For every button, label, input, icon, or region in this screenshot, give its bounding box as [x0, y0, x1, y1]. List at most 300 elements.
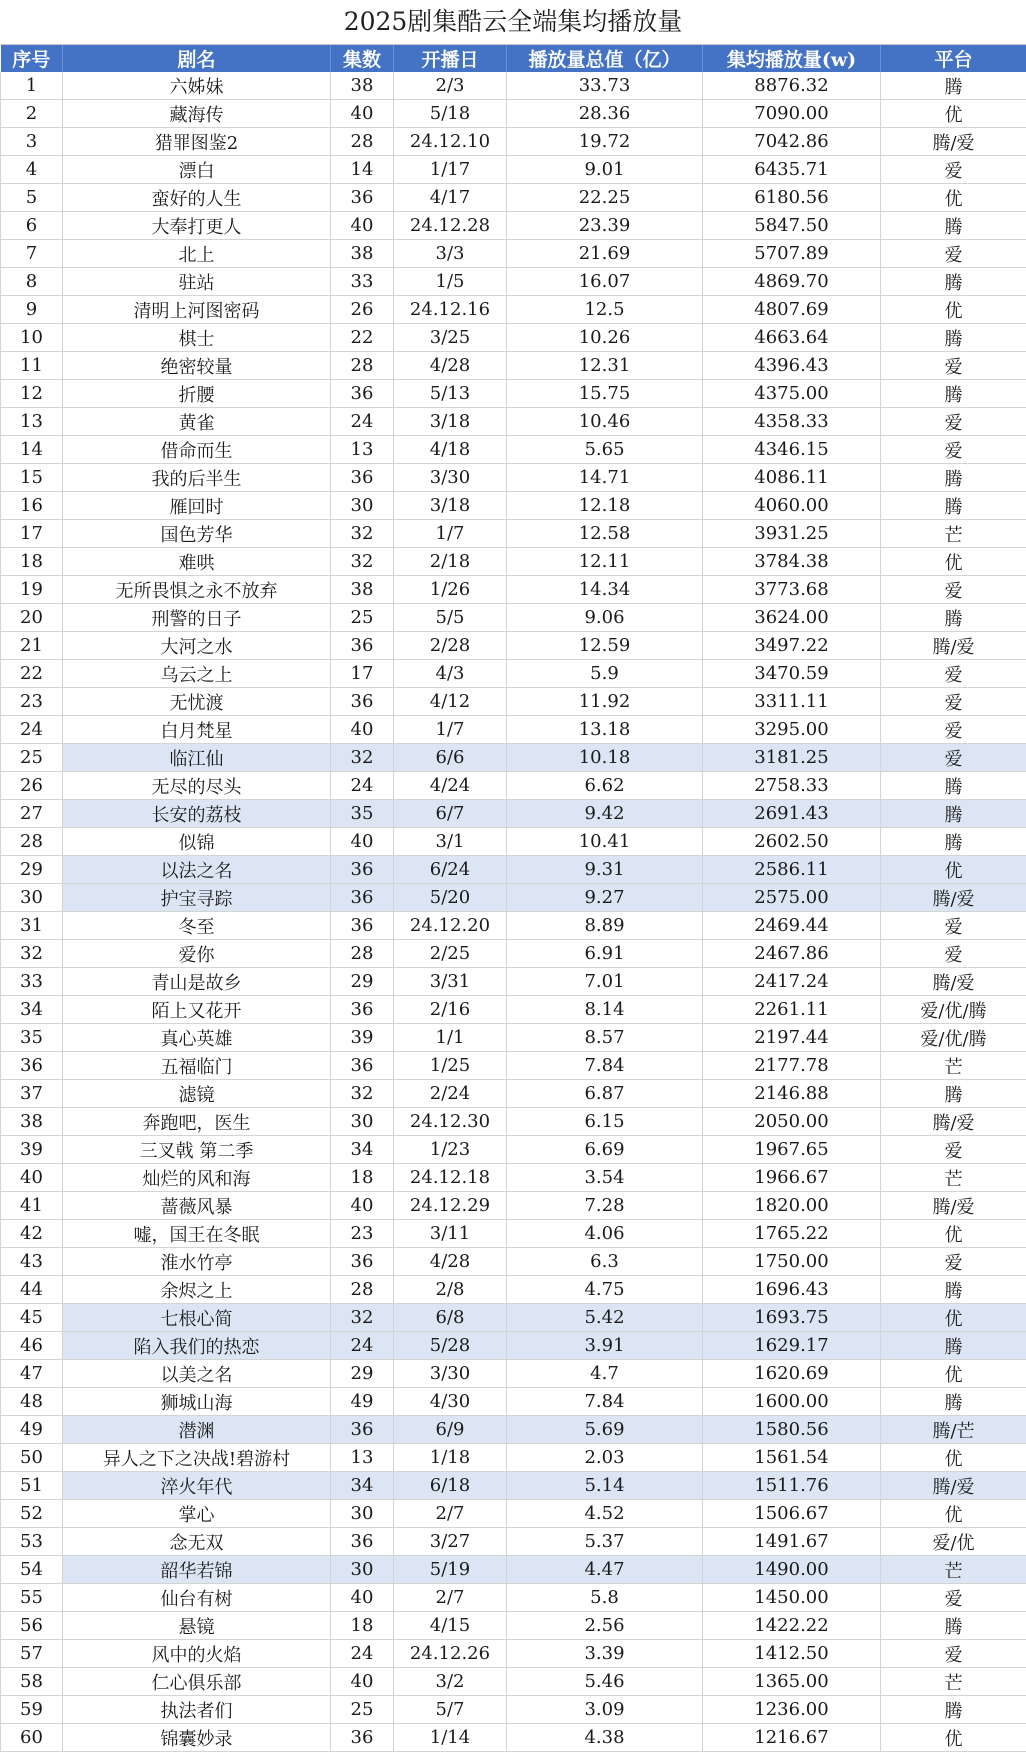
cell-title: 藏海传	[63, 100, 331, 128]
cell-premiere-date: 3/30	[394, 464, 507, 492]
cell-platform: 爱	[881, 688, 1026, 716]
cell-avg-views: 6180.56	[703, 184, 881, 212]
cell-title: 三叉戟 第二季	[63, 1136, 331, 1164]
cell-premiere-date: 2/28	[394, 632, 507, 660]
cell-title: 狮城山海	[63, 1388, 331, 1416]
cell-premiere-date: 5/28	[394, 1332, 507, 1360]
cell-total-views: 21.69	[507, 240, 703, 268]
table-row	[1, 548, 1026, 576]
cell-episodes: 26	[331, 296, 394, 324]
header-platform: 平台	[881, 45, 1026, 72]
cell-total-views: 9.31	[507, 856, 703, 884]
cell-avg-views: 1600.00	[703, 1388, 881, 1416]
cell-episodes: 36	[331, 1052, 394, 1080]
cell-episodes: 36	[331, 380, 394, 408]
cell-premiere-date: 3/3	[394, 240, 507, 268]
cell-title: 漂白	[63, 156, 331, 184]
table-row	[1, 72, 1026, 100]
cell-rank: 18	[1, 548, 63, 576]
cell-episodes: 36	[331, 1528, 394, 1556]
cell-total-views: 8.57	[507, 1024, 703, 1052]
cell-episodes: 49	[331, 1388, 394, 1416]
cell-episodes: 13	[331, 1444, 394, 1472]
cell-episodes: 40	[331, 212, 394, 240]
cell-platform: 腾/芒	[881, 1416, 1026, 1444]
cell-total-views: 9.27	[507, 884, 703, 912]
cell-total-views: 2.03	[507, 1444, 703, 1472]
table-row	[1, 520, 1026, 548]
cell-platform: 爱	[881, 912, 1026, 940]
cell-premiere-date: 4/28	[394, 352, 507, 380]
cell-title: 大奉打更人	[63, 212, 331, 240]
cell-title: 棋士	[63, 324, 331, 352]
cell-platform: 腾	[881, 1388, 1026, 1416]
cell-platform: 爱	[881, 1584, 1026, 1612]
cell-rank: 5	[1, 184, 63, 212]
cell-platform: 腾/爱	[881, 968, 1026, 996]
cell-title: 以法之名	[63, 856, 331, 884]
cell-premiere-date: 5/20	[394, 884, 507, 912]
cell-premiere-date: 2/7	[394, 1584, 507, 1612]
cell-title: 淬火年代	[63, 1472, 331, 1500]
table-row	[1, 1136, 1026, 1164]
cell-rank: 32	[1, 940, 63, 968]
cell-total-views: 6.62	[507, 772, 703, 800]
cell-total-views: 5.37	[507, 1528, 703, 1556]
cell-avg-views: 2177.78	[703, 1052, 881, 1080]
cell-premiere-date: 3/25	[394, 324, 507, 352]
cell-platform: 腾	[881, 800, 1026, 828]
cell-episodes: 40	[331, 716, 394, 744]
cell-title: 护宝寻踪	[63, 884, 331, 912]
cell-avg-views: 1696.43	[703, 1276, 881, 1304]
cell-premiere-date: 24.12.28	[394, 212, 507, 240]
cell-rank: 55	[1, 1584, 63, 1612]
cell-platform: 爱/优/腾	[881, 1024, 1026, 1052]
table-title: 2025剧集酷云全端集均播放量	[0, 0, 1026, 45]
table-row	[1, 1556, 1026, 1584]
cell-rank: 53	[1, 1528, 63, 1556]
cell-episodes: 30	[331, 1108, 394, 1136]
cell-premiere-date: 4/30	[394, 1388, 507, 1416]
cell-avg-views: 8876.32	[703, 72, 881, 100]
cell-rank: 24	[1, 716, 63, 744]
cell-platform: 腾	[881, 772, 1026, 800]
cell-title: 六姊妹	[63, 72, 331, 100]
cell-avg-views: 1561.54	[703, 1444, 881, 1472]
cell-rank: 42	[1, 1220, 63, 1248]
cell-premiere-date: 1/17	[394, 156, 507, 184]
cell-platform: 优	[881, 1724, 1026, 1752]
cell-rank: 30	[1, 884, 63, 912]
cell-platform: 优	[881, 856, 1026, 884]
cell-total-views: 5.69	[507, 1416, 703, 1444]
cell-rank: 45	[1, 1304, 63, 1332]
table-row	[1, 1388, 1026, 1416]
table-row	[1, 1444, 1026, 1472]
cell-avg-views: 1967.65	[703, 1136, 881, 1164]
cell-total-views: 8.14	[507, 996, 703, 1024]
cell-avg-views: 2691.43	[703, 800, 881, 828]
cell-avg-views: 4060.00	[703, 492, 881, 520]
cell-rank: 23	[1, 688, 63, 716]
cell-title: 悬镜	[63, 1612, 331, 1640]
cell-avg-views: 3295.00	[703, 716, 881, 744]
cell-total-views: 10.18	[507, 744, 703, 772]
cell-total-views: 14.71	[507, 464, 703, 492]
header-premiere-date: 开播日	[394, 45, 507, 72]
cell-rank: 26	[1, 772, 63, 800]
cell-episodes: 40	[331, 1192, 394, 1220]
cell-platform: 腾	[881, 324, 1026, 352]
cell-rank: 29	[1, 856, 63, 884]
cell-episodes: 14	[331, 156, 394, 184]
cell-episodes: 23	[331, 1220, 394, 1248]
cell-rank: 3	[1, 128, 63, 156]
cell-premiere-date: 24.12.20	[394, 912, 507, 940]
table-row	[1, 1696, 1026, 1724]
table-row	[1, 352, 1026, 380]
table-row	[1, 1024, 1026, 1052]
cell-title: 潜渊	[63, 1416, 331, 1444]
cell-avg-views: 4086.11	[703, 464, 881, 492]
cell-rank: 9	[1, 296, 63, 324]
cell-episodes: 17	[331, 660, 394, 688]
cell-rank: 10	[1, 324, 63, 352]
cell-title: 乌云之上	[63, 660, 331, 688]
cell-title: 我的后半生	[63, 464, 331, 492]
cell-premiere-date: 1/7	[394, 520, 507, 548]
table-row	[1, 1192, 1026, 1220]
cell-avg-views: 2050.00	[703, 1108, 881, 1136]
cell-premiere-date: 6/9	[394, 1416, 507, 1444]
cell-total-views: 4.52	[507, 1500, 703, 1528]
cell-premiere-date: 24.12.26	[394, 1640, 507, 1668]
cell-episodes: 36	[331, 632, 394, 660]
cell-platform: 优	[881, 1220, 1026, 1248]
cell-avg-views: 1693.75	[703, 1304, 881, 1332]
cell-rank: 52	[1, 1500, 63, 1528]
cell-episodes: 32	[331, 1304, 394, 1332]
cell-total-views: 5.9	[507, 660, 703, 688]
cell-episodes: 18	[331, 1164, 394, 1192]
cell-total-views: 10.46	[507, 408, 703, 436]
cell-title: 清明上河图密码	[63, 296, 331, 324]
table-row	[1, 1640, 1026, 1668]
cell-episodes: 22	[331, 324, 394, 352]
cell-avg-views: 1580.56	[703, 1416, 881, 1444]
table-row	[1, 296, 1026, 324]
cell-platform: 腾	[881, 828, 1026, 856]
cell-episodes: 25	[331, 604, 394, 632]
cell-premiere-date: 1/1	[394, 1024, 507, 1052]
cell-title: 绝密较量	[63, 352, 331, 380]
cell-title: 奔跑吧，医生	[63, 1108, 331, 1136]
cell-title: 余烬之上	[63, 1276, 331, 1304]
cell-rank: 49	[1, 1416, 63, 1444]
cell-title: 陷入我们的热恋	[63, 1332, 331, 1360]
cell-avg-views: 4346.15	[703, 436, 881, 464]
cell-title: 蔷薇风暴	[63, 1192, 331, 1220]
cell-avg-views: 1365.00	[703, 1668, 881, 1696]
cell-premiere-date: 24.12.29	[394, 1192, 507, 1220]
cell-title: 无所畏惧之永不放弃	[63, 576, 331, 604]
cell-total-views: 3.09	[507, 1696, 703, 1724]
cell-episodes: 32	[331, 520, 394, 548]
cell-total-views: 7.84	[507, 1052, 703, 1080]
cell-episodes: 40	[331, 1668, 394, 1696]
cell-platform: 优	[881, 296, 1026, 324]
cell-platform: 优	[881, 1500, 1026, 1528]
cell-rank: 39	[1, 1136, 63, 1164]
cell-avg-views: 1450.00	[703, 1584, 881, 1612]
cell-total-views: 28.36	[507, 100, 703, 128]
table-row	[1, 968, 1026, 996]
cell-avg-views: 4375.00	[703, 380, 881, 408]
cell-episodes: 32	[331, 1080, 394, 1108]
cell-premiere-date: 4/12	[394, 688, 507, 716]
ranking-table	[0, 45, 1026, 1752]
cell-avg-views: 1490.00	[703, 1556, 881, 1584]
cell-rank: 12	[1, 380, 63, 408]
table-row	[1, 856, 1026, 884]
cell-episodes: 29	[331, 1360, 394, 1388]
cell-premiere-date: 3/2	[394, 1668, 507, 1696]
cell-rank: 48	[1, 1388, 63, 1416]
cell-title: 异人之下之决战!碧游村	[63, 1444, 331, 1472]
cell-rank: 44	[1, 1276, 63, 1304]
cell-platform: 爱	[881, 660, 1026, 688]
cell-premiere-date: 4/24	[394, 772, 507, 800]
cell-total-views: 12.58	[507, 520, 703, 548]
cell-episodes: 28	[331, 352, 394, 380]
cell-episodes: 40	[331, 828, 394, 856]
cell-platform: 优	[881, 1304, 1026, 1332]
cell-avg-views: 7090.00	[703, 100, 881, 128]
cell-platform: 优	[881, 100, 1026, 128]
cell-premiere-date: 2/3	[394, 72, 507, 100]
table-row	[1, 1164, 1026, 1192]
cell-avg-views: 5847.50	[703, 212, 881, 240]
cell-total-views: 14.34	[507, 576, 703, 604]
cell-platform: 腾/爱	[881, 632, 1026, 660]
table-row	[1, 1360, 1026, 1388]
cell-episodes: 28	[331, 940, 394, 968]
cell-title: 七根心简	[63, 1304, 331, 1332]
cell-total-views: 12.18	[507, 492, 703, 520]
cell-episodes: 32	[331, 548, 394, 576]
cell-rank: 35	[1, 1024, 63, 1052]
cell-premiere-date: 5/18	[394, 100, 507, 128]
cell-title: 刑警的日子	[63, 604, 331, 632]
cell-title: 白月梵星	[63, 716, 331, 744]
cell-rank: 15	[1, 464, 63, 492]
cell-premiere-date: 6/7	[394, 800, 507, 828]
cell-rank: 1	[1, 72, 63, 100]
table-row	[1, 156, 1026, 184]
cell-premiere-date: 2/7	[394, 1500, 507, 1528]
table-row	[1, 1416, 1026, 1444]
cell-premiere-date: 3/18	[394, 408, 507, 436]
cell-avg-views: 2586.11	[703, 856, 881, 884]
cell-avg-views: 1506.67	[703, 1500, 881, 1528]
header-total-views: 播放量总值（亿）	[507, 45, 703, 72]
cell-rank: 46	[1, 1332, 63, 1360]
cell-platform: 芒	[881, 1668, 1026, 1696]
cell-episodes: 36	[331, 1724, 394, 1752]
cell-avg-views: 4396.43	[703, 352, 881, 380]
cell-avg-views: 3624.00	[703, 604, 881, 632]
cell-total-views: 7.84	[507, 1388, 703, 1416]
cell-premiere-date: 6/8	[394, 1304, 507, 1332]
table-row	[1, 1108, 1026, 1136]
cell-platform: 腾	[881, 492, 1026, 520]
cell-premiere-date: 1/23	[394, 1136, 507, 1164]
cell-avg-views: 4807.69	[703, 296, 881, 324]
cell-platform: 爱	[881, 744, 1026, 772]
cell-total-views: 4.06	[507, 1220, 703, 1248]
cell-avg-views: 1511.76	[703, 1472, 881, 1500]
cell-episodes: 36	[331, 688, 394, 716]
cell-rank: 38	[1, 1108, 63, 1136]
table-row	[1, 1332, 1026, 1360]
cell-avg-views: 1236.00	[703, 1696, 881, 1724]
cell-total-views: 23.39	[507, 212, 703, 240]
cell-rank: 59	[1, 1696, 63, 1724]
cell-avg-views: 2197.44	[703, 1024, 881, 1052]
cell-platform: 腾	[881, 268, 1026, 296]
cell-avg-views: 2602.50	[703, 828, 881, 856]
cell-rank: 40	[1, 1164, 63, 1192]
cell-total-views: 5.46	[507, 1668, 703, 1696]
cell-total-views: 4.7	[507, 1360, 703, 1388]
cell-rank: 13	[1, 408, 63, 436]
table-row	[1, 1584, 1026, 1612]
cell-title: 锦囊妙录	[63, 1724, 331, 1752]
cell-avg-views: 1629.17	[703, 1332, 881, 1360]
table-row	[1, 1500, 1026, 1528]
table-row	[1, 912, 1026, 940]
cell-platform: 芒	[881, 1556, 1026, 1584]
table-row	[1, 884, 1026, 912]
cell-premiere-date: 1/5	[394, 268, 507, 296]
cell-rank: 27	[1, 800, 63, 828]
cell-title: 掌心	[63, 1500, 331, 1528]
cell-rank: 21	[1, 632, 63, 660]
cell-episodes: 36	[331, 996, 394, 1024]
cell-avg-views: 4358.33	[703, 408, 881, 436]
cell-premiere-date: 6/24	[394, 856, 507, 884]
cell-avg-views: 5707.89	[703, 240, 881, 268]
cell-episodes: 34	[331, 1136, 394, 1164]
cell-total-views: 15.75	[507, 380, 703, 408]
cell-total-views: 12.11	[507, 548, 703, 576]
cell-title: 无忧渡	[63, 688, 331, 716]
cell-platform: 腾/爱	[881, 1192, 1026, 1220]
cell-avg-views: 1422.22	[703, 1612, 881, 1640]
cell-platform: 爱	[881, 1640, 1026, 1668]
cell-title: 风中的火焰	[63, 1640, 331, 1668]
cell-total-views: 3.54	[507, 1164, 703, 1192]
cell-title: 念无双	[63, 1528, 331, 1556]
table-row	[1, 800, 1026, 828]
cell-total-views: 6.69	[507, 1136, 703, 1164]
cell-total-views: 13.18	[507, 716, 703, 744]
cell-premiere-date: 4/18	[394, 436, 507, 464]
cell-premiere-date: 1/14	[394, 1724, 507, 1752]
cell-total-views: 11.92	[507, 688, 703, 716]
cell-episodes: 35	[331, 800, 394, 828]
cell-avg-views: 3931.25	[703, 520, 881, 548]
cell-total-views: 6.87	[507, 1080, 703, 1108]
cell-total-views: 9.01	[507, 156, 703, 184]
cell-premiere-date: 4/15	[394, 1612, 507, 1640]
cell-total-views: 8.89	[507, 912, 703, 940]
cell-title: 执法者们	[63, 1696, 331, 1724]
cell-rank: 51	[1, 1472, 63, 1500]
cell-avg-views: 1412.50	[703, 1640, 881, 1668]
table-row	[1, 1528, 1026, 1556]
cell-premiere-date: 24.12.18	[394, 1164, 507, 1192]
cell-rank: 33	[1, 968, 63, 996]
cell-episodes: 34	[331, 1472, 394, 1500]
cell-total-views: 10.41	[507, 828, 703, 856]
cell-rank: 14	[1, 436, 63, 464]
table-row	[1, 1472, 1026, 1500]
cell-avg-views: 2417.24	[703, 968, 881, 996]
cell-premiere-date: 4/28	[394, 1248, 507, 1276]
cell-premiere-date: 3/18	[394, 492, 507, 520]
cell-platform: 腾/爱	[881, 1472, 1026, 1500]
table-row	[1, 1724, 1026, 1752]
cell-avg-views: 4663.64	[703, 324, 881, 352]
table-row	[1, 184, 1026, 212]
table-row	[1, 940, 1026, 968]
cell-rank: 57	[1, 1640, 63, 1668]
cell-total-views: 33.73	[507, 72, 703, 100]
cell-title: 冬至	[63, 912, 331, 940]
cell-total-views: 9.06	[507, 604, 703, 632]
cell-platform: 爱	[881, 436, 1026, 464]
cell-premiere-date: 6/18	[394, 1472, 507, 1500]
cell-title: 国色芳华	[63, 520, 331, 548]
table-row	[1, 464, 1026, 492]
cell-title: 借命而生	[63, 436, 331, 464]
cell-platform: 爱	[881, 156, 1026, 184]
table-row	[1, 604, 1026, 632]
cell-platform: 优	[881, 548, 1026, 576]
cell-avg-views: 2758.33	[703, 772, 881, 800]
cell-rank: 7	[1, 240, 63, 268]
cell-episodes: 40	[331, 100, 394, 128]
cell-premiere-date: 5/5	[394, 604, 507, 632]
table-row	[1, 632, 1026, 660]
table-row	[1, 380, 1026, 408]
cell-episodes: 28	[331, 1276, 394, 1304]
cell-rank: 6	[1, 212, 63, 240]
cell-total-views: 2.56	[507, 1612, 703, 1640]
cell-platform: 优	[881, 1444, 1026, 1472]
cell-title: 真心英雄	[63, 1024, 331, 1052]
table-row	[1, 1276, 1026, 1304]
cell-episodes: 36	[331, 464, 394, 492]
cell-platform: 爱/优/腾	[881, 996, 1026, 1024]
cell-episodes: 30	[331, 1556, 394, 1584]
table-row	[1, 100, 1026, 128]
cell-episodes: 13	[331, 436, 394, 464]
cell-title: 滤镜	[63, 1080, 331, 1108]
cell-rank: 20	[1, 604, 63, 632]
